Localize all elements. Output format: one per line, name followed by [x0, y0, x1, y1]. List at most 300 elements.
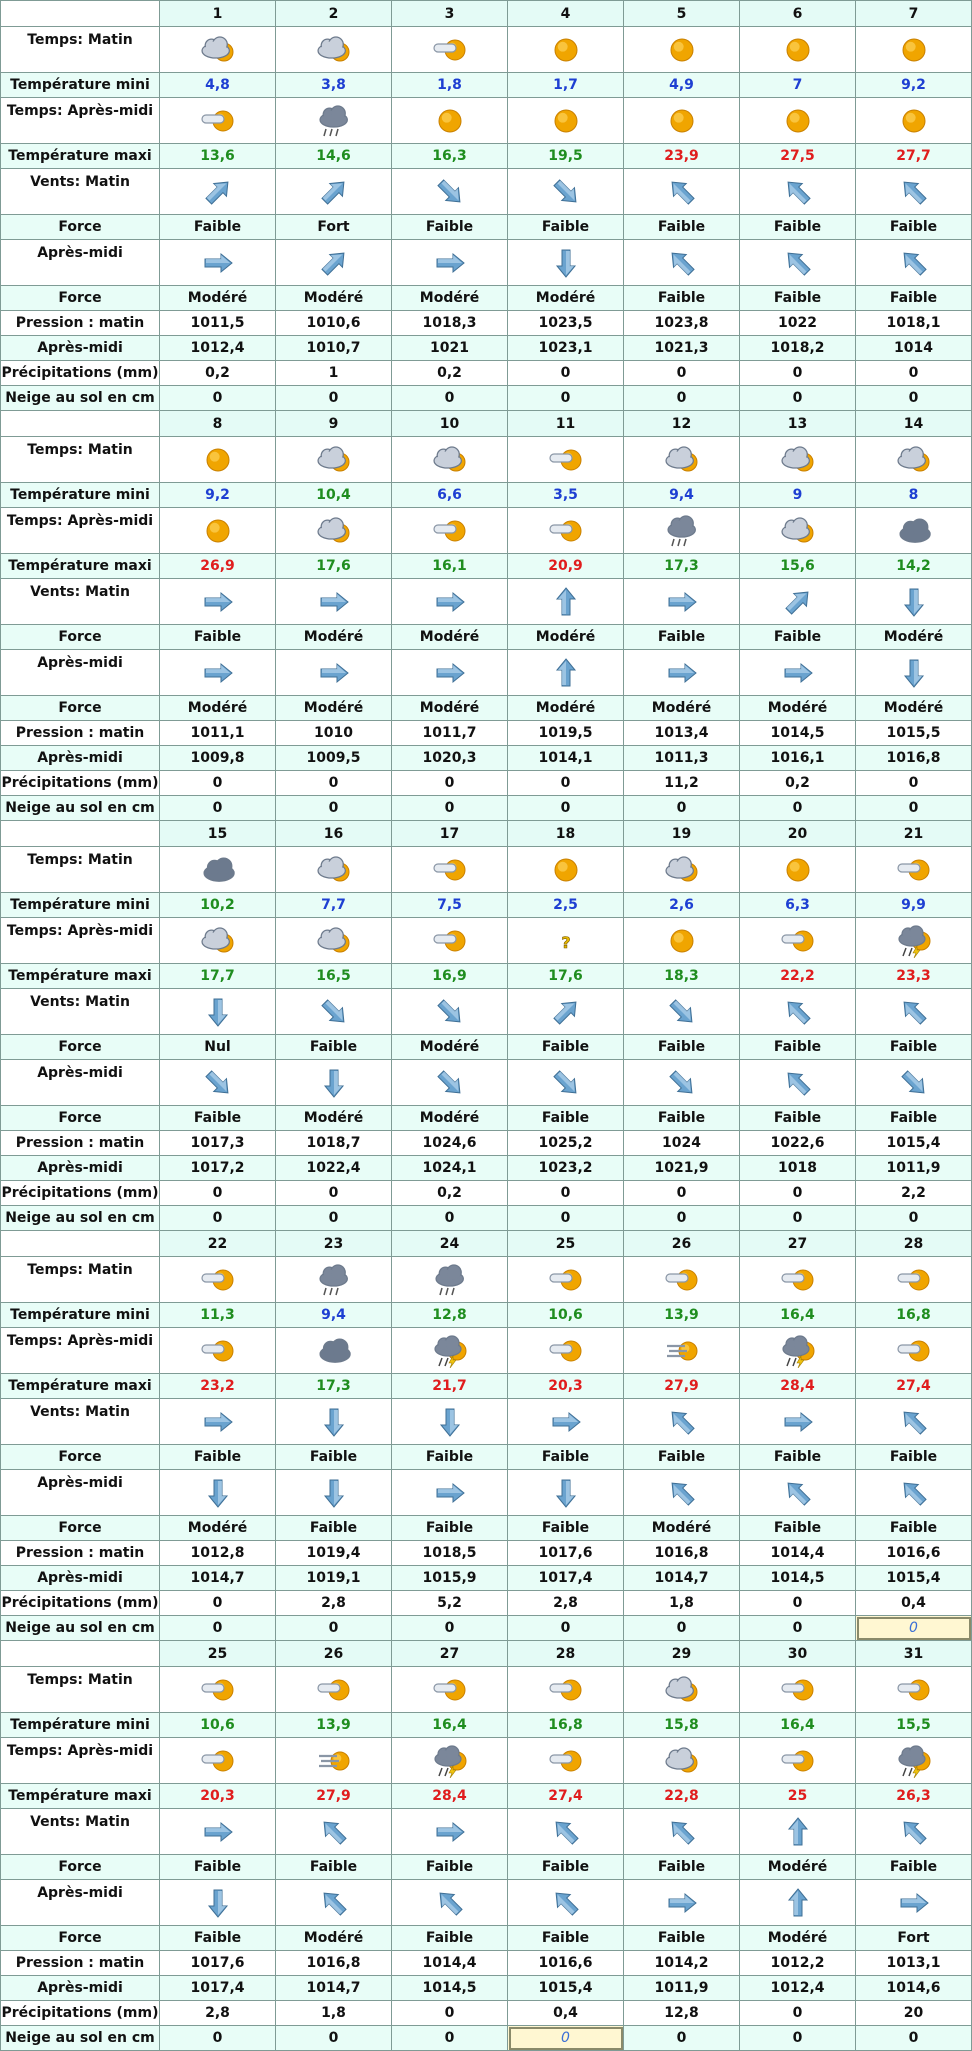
wind-morning-label: Vents: Matin [1, 169, 160, 215]
pressure-value: 1016,8 [856, 746, 972, 771]
pressure-value: 1024,6 [392, 1131, 508, 1156]
pressure-morning-row [1, 721, 972, 746]
weather-cell [624, 508, 740, 554]
weather-cell [508, 918, 624, 964]
temp-max-value: 27,5 [740, 144, 856, 169]
precipitation-row [1, 1181, 972, 1206]
wind-cell [624, 1060, 740, 1106]
wind-arrow-e-icon [201, 1405, 235, 1439]
day-number-label [1, 1, 160, 27]
wind-force-value: Faible [276, 1516, 392, 1541]
pressure-value: 1021 [392, 336, 508, 361]
sun-behind-cloud-icon [431, 924, 469, 958]
day-number: 5 [624, 1, 740, 27]
temp-min-value: 16,8 [508, 1713, 624, 1738]
wind-arrow-ne-icon [549, 995, 583, 1029]
weather-cell [856, 1328, 972, 1374]
weather-cell [624, 1738, 740, 1784]
precipitation-value: 2,2 [856, 1181, 972, 1206]
weather-cell [276, 27, 392, 73]
snow-value: 0 [160, 386, 276, 411]
sky-morning-label: Temps: Matin [1, 1667, 160, 1713]
wind-force-value: Faible [392, 1926, 508, 1951]
sky-afternoon-row [1, 508, 972, 554]
snow-value: 0 [624, 796, 740, 821]
wind-force-value: Faible [160, 1445, 276, 1470]
force-morning-row [1, 625, 972, 650]
temp-min-value: 16,8 [856, 1303, 972, 1328]
fog-sun-icon [663, 1334, 701, 1368]
wind-arrow-nw-icon [549, 1815, 583, 1849]
wind-force-value: Faible [392, 1445, 508, 1470]
temp-max-value: 26,9 [160, 554, 276, 579]
wind-cell [508, 1060, 624, 1106]
precipitation-value: 0 [508, 361, 624, 386]
sun-icon [779, 853, 817, 887]
day-number: 7 [856, 1, 972, 27]
wind-arrow-e-icon [201, 585, 235, 619]
pressure-value: 1014,5 [392, 1976, 508, 2001]
sky-morning-row [1, 847, 972, 893]
wind-cell [276, 579, 392, 625]
storm-sun-icon [431, 1744, 469, 1778]
wind-cell [276, 169, 392, 215]
wind-arrow-s-icon [549, 246, 583, 280]
temp-max-value: 17,7 [160, 964, 276, 989]
cloudy-sun-icon [663, 443, 701, 477]
precipitation-value: 0,4 [856, 1591, 972, 1616]
wind-cell [508, 579, 624, 625]
sun-behind-cloud-icon [199, 1263, 237, 1297]
wind-arrow-se-icon [433, 995, 467, 1029]
day-number-label [1, 1641, 160, 1667]
temp-max-row [1, 964, 972, 989]
day-number: 8 [160, 411, 276, 437]
pressure-value: 1011,9 [856, 1156, 972, 1181]
day-number: 10 [392, 411, 508, 437]
wind-cell [276, 650, 392, 696]
sky-afternoon-label: Temps: Après-midi [1, 1328, 160, 1374]
temp-max-value: 23,3 [856, 964, 972, 989]
wind-force-value: Modéré [740, 1926, 856, 1951]
wind-cell [160, 169, 276, 215]
pressure-value: 1016,8 [276, 1951, 392, 1976]
snow-value: 0 [856, 2026, 972, 2051]
wind-cell [276, 1880, 392, 1926]
pressure-value: 1014,7 [276, 1976, 392, 2001]
pressure-value: 1021,9 [624, 1156, 740, 1181]
day-number: 24 [392, 1231, 508, 1257]
day-number: 12 [624, 411, 740, 437]
pressure-value: 1017,3 [160, 1131, 276, 1156]
precipitation-label: Précipitations (mm) [1, 1181, 160, 1206]
wind-cell [624, 579, 740, 625]
wind-force-value: Faible [856, 1516, 972, 1541]
weather-cell [276, 508, 392, 554]
force-afternoon-label: Force [1, 1106, 160, 1131]
pressure-value: 1009,8 [160, 746, 276, 771]
temp-max-value: 23,9 [624, 144, 740, 169]
temp-max-label: Température maxi [1, 1784, 160, 1809]
wind-cell [856, 1399, 972, 1445]
force-morning-label: Force [1, 1035, 160, 1060]
wind-arrow-e-icon [433, 656, 467, 690]
wind-arrow-se-icon [317, 995, 351, 1029]
wind-morning-label: Vents: Matin [1, 579, 160, 625]
wind-cell [508, 240, 624, 286]
wind-arrow-e-icon [201, 1815, 235, 1849]
wind-cell [160, 989, 276, 1035]
precipitation-value: 11,2 [624, 771, 740, 796]
force-afternoon-label: Force [1, 696, 160, 721]
weather-cell [856, 1738, 972, 1784]
pressure-value: 1012,4 [740, 1976, 856, 2001]
wind-arrow-e-icon [433, 1815, 467, 1849]
wind-cell [624, 1809, 740, 1855]
wind-force-value: Faible [508, 1926, 624, 1951]
precipitation-value: 2,8 [276, 1591, 392, 1616]
precipitation-row [1, 361, 972, 386]
cloudy-sun-icon [315, 924, 353, 958]
pressure-value: 1018 [740, 1156, 856, 1181]
wind-force-value: Modéré [276, 286, 392, 311]
wind-arrow-nw-icon [781, 246, 815, 280]
precipitation-value: 0 [508, 771, 624, 796]
weather-cell [276, 918, 392, 964]
weather-cell [740, 847, 856, 893]
temp-min-value: 10,6 [160, 1713, 276, 1738]
pressure-afternoon-row [1, 1976, 972, 2001]
wind-arrow-e-icon [201, 656, 235, 690]
temp-min-value: 2,5 [508, 893, 624, 918]
temp-max-value: 22,8 [624, 1784, 740, 1809]
snow-value-selected[interactable]: 0 [856, 1616, 972, 1641]
pressure-value: 1018,7 [276, 1131, 392, 1156]
sky-afternoon-label: Temps: Après-midi [1, 508, 160, 554]
wind-cell [392, 650, 508, 696]
weather-cell [740, 508, 856, 554]
storm-sun-icon [431, 1334, 469, 1368]
wind-force-value: Faible [624, 215, 740, 240]
precipitation-label: Précipitations (mm) [1, 771, 160, 796]
wind-arrow-e-icon [781, 656, 815, 690]
wind-cell [160, 1060, 276, 1106]
wind-force-value: Faible [508, 1855, 624, 1880]
sky-afternoon-row [1, 918, 972, 964]
snow-label: Neige au sol en cm [1, 1206, 160, 1231]
sky-afternoon-label: Temps: Après-midi [1, 918, 160, 964]
pressure-value: 1018,3 [392, 311, 508, 336]
force-afternoon-label: Force [1, 1926, 160, 1951]
wind-force-value: Fort [856, 1926, 972, 1951]
wind-cell [740, 1470, 856, 1516]
precipitation-value: 0 [856, 771, 972, 796]
wind-force-value: Modéré [392, 1035, 508, 1060]
wind-cell [624, 989, 740, 1035]
wind-cell [856, 650, 972, 696]
snow-label: Neige au sol en cm [1, 2026, 160, 2051]
sun-icon [895, 104, 933, 138]
cloudy-sun-icon [315, 514, 353, 548]
wind-arrow-ne-icon [317, 175, 351, 209]
sun-behind-cloud-icon [547, 1673, 585, 1707]
wind-force-value: Modéré [392, 286, 508, 311]
wind-arrow-nw-icon [897, 1405, 931, 1439]
sun-behind-cloud-icon [431, 514, 469, 548]
wind-cell [740, 240, 856, 286]
cloudy-sun-icon [663, 1744, 701, 1778]
wind-cell [740, 1880, 856, 1926]
storm-sun-icon [895, 1744, 933, 1778]
temp-min-value: 15,8 [624, 1713, 740, 1738]
wind-cell [160, 1470, 276, 1516]
snow-row [1, 2026, 972, 2051]
sky-afternoon-row [1, 98, 972, 144]
weather-cell [160, 437, 276, 483]
sun-behind-cloud-icon [199, 1744, 237, 1778]
wind-force-value: Faible [276, 1855, 392, 1880]
temp-max-row [1, 554, 972, 579]
wind-arrow-e-icon [433, 585, 467, 619]
precipitation-value: 0,4 [508, 2001, 624, 2026]
wind-force-value: Modéré [276, 1926, 392, 1951]
sun-behind-cloud-icon [547, 1263, 585, 1297]
temp-min-value: 4,9 [624, 73, 740, 98]
weather-cell [508, 1667, 624, 1713]
precipitation-value: 0 [392, 771, 508, 796]
temp-min-value: 9,2 [160, 483, 276, 508]
weather-cell [624, 437, 740, 483]
sky-afternoon-row [1, 1738, 972, 1784]
wind-force-value: Modéré [508, 696, 624, 721]
wind-force-value: Faible [856, 1035, 972, 1060]
precipitation-value: 0,2 [392, 1181, 508, 1206]
wind-cell [276, 1399, 392, 1445]
cloud-icon [895, 514, 933, 548]
wind-arrow-n-icon [549, 585, 583, 619]
wind-cell [392, 1399, 508, 1445]
wind-arrow-nw-icon [665, 1815, 699, 1849]
wind-cell [392, 579, 508, 625]
wind-force-value: Faible [740, 286, 856, 311]
snow-row [1, 796, 972, 821]
snow-value-selected[interactable]: 0 [508, 2026, 624, 2051]
wind-cell [740, 579, 856, 625]
wind-afternoon-label: Après-midi [1, 1470, 160, 1516]
pressure-value: 1013,4 [624, 721, 740, 746]
wind-arrow-se-icon [549, 175, 583, 209]
temp-max-value: 27,4 [508, 1784, 624, 1809]
wind-afternoon-label: Après-midi [1, 650, 160, 696]
pressure-value: 1011,1 [160, 721, 276, 746]
pressure-value: 1024 [624, 1131, 740, 1156]
pressure-morning-label: Pression : matin [1, 1131, 160, 1156]
wind-arrow-ne-icon [781, 585, 815, 619]
cloudy-sun-icon [315, 853, 353, 887]
wind-cell [740, 1399, 856, 1445]
weather-cell [276, 437, 392, 483]
cloudy-sun-icon [779, 443, 817, 477]
wind-cell [276, 989, 392, 1035]
wind-force-value: Faible [160, 1926, 276, 1951]
wind-cell [508, 169, 624, 215]
wind-force-value: Modéré [624, 696, 740, 721]
weather-cell [160, 847, 276, 893]
pressure-afternoon-row [1, 336, 972, 361]
wind-arrow-s-icon [201, 1886, 235, 1920]
wind-arrow-nw-icon [665, 1405, 699, 1439]
wind-cell [624, 1880, 740, 1926]
wind-force-value: Faible [392, 1855, 508, 1880]
wind-arrow-e-icon [317, 656, 351, 690]
cloudy-sun-icon [199, 924, 237, 958]
pressure-morning-row [1, 1541, 972, 1566]
pressure-value: 1015,9 [392, 1566, 508, 1591]
wind-force-value: Faible [624, 1106, 740, 1131]
day-number-row [1, 821, 972, 847]
wind-arrow-se-icon [433, 175, 467, 209]
pressure-value: 1011,9 [624, 1976, 740, 2001]
snow-label: Neige au sol en cm [1, 796, 160, 821]
wind-force-value: Modéré [508, 625, 624, 650]
day-number: 21 [856, 821, 972, 847]
sun-behind-cloud-icon [779, 1263, 817, 1297]
weather-cell [508, 1328, 624, 1374]
snow-label: Neige au sol en cm [1, 386, 160, 411]
wind-arrow-s-icon [549, 1476, 583, 1510]
wind-cell [276, 1809, 392, 1855]
temp-max-value: 16,1 [392, 554, 508, 579]
precipitation-value: 0 [392, 2001, 508, 2026]
temp-max-label: Température maxi [1, 964, 160, 989]
temp-max-value: 20,9 [508, 554, 624, 579]
wind-arrow-nw-icon [781, 175, 815, 209]
pressure-value: 1014,7 [160, 1566, 276, 1591]
pressure-value: 1014,4 [740, 1541, 856, 1566]
wind-morning-row [1, 989, 972, 1035]
wind-cell [276, 240, 392, 286]
precipitation-value: 2,8 [160, 2001, 276, 2026]
snow-value: 0 [276, 796, 392, 821]
weather-cell [276, 98, 392, 144]
pressure-value: 1016,6 [856, 1541, 972, 1566]
temp-min-label: Température mini [1, 73, 160, 98]
wind-cell [624, 240, 740, 286]
wind-arrow-se-icon [897, 1066, 931, 1100]
precipitation-value: 1,8 [624, 1591, 740, 1616]
cloudy-sun-icon [663, 853, 701, 887]
pressure-value: 1015,4 [508, 1976, 624, 2001]
sky-afternoon-label: Temps: Après-midi [1, 98, 160, 144]
pressure-value: 1022 [740, 311, 856, 336]
sky-morning-row [1, 437, 972, 483]
weather-cell [508, 1738, 624, 1784]
wind-cell [160, 579, 276, 625]
rain-cloud-icon [663, 514, 701, 548]
weather-cell [624, 27, 740, 73]
wind-cell [624, 169, 740, 215]
pressure-value: 1015,4 [856, 1131, 972, 1156]
temp-max-value: 25 [740, 1784, 856, 1809]
wind-cell [508, 1470, 624, 1516]
pressure-value: 1011,3 [624, 746, 740, 771]
wind-force-value: Faible [624, 286, 740, 311]
precipitation-label: Précipitations (mm) [1, 361, 160, 386]
pressure-value: 1009,5 [276, 746, 392, 771]
temp-max-value: 28,4 [740, 1374, 856, 1399]
force-morning-row [1, 1035, 972, 1060]
weather-cell [624, 918, 740, 964]
sun-icon [663, 104, 701, 138]
wind-cell [508, 1399, 624, 1445]
wind-force-value: Fort [276, 215, 392, 240]
sun-icon [547, 853, 585, 887]
cloudy-sun-icon [895, 443, 933, 477]
snow-value: 0 [740, 2026, 856, 2051]
day-number: 29 [624, 1641, 740, 1667]
storm-sun-icon [779, 1334, 817, 1368]
weather-cell [160, 98, 276, 144]
wind-afternoon-label: Après-midi [1, 1060, 160, 1106]
sun-behind-cloud-icon [315, 1673, 353, 1707]
pressure-value: 1010 [276, 721, 392, 746]
snow-value: 0 [392, 386, 508, 411]
wind-force-value: Modéré [276, 1106, 392, 1131]
temp-min-row [1, 1303, 972, 1328]
day-number-label [1, 411, 160, 437]
pressure-afternoon-label: Après-midi [1, 1976, 160, 2001]
weather-cell [856, 847, 972, 893]
weather-cell [508, 437, 624, 483]
snow-row [1, 1616, 972, 1641]
pressure-value: 1014 [856, 336, 972, 361]
weather-cell [624, 847, 740, 893]
wind-cell [624, 650, 740, 696]
day-number: 17 [392, 821, 508, 847]
wind-afternoon-label: Après-midi [1, 240, 160, 286]
wind-arrow-nw-icon [665, 1476, 699, 1510]
weather-cell [856, 918, 972, 964]
sun-behind-cloud-icon [547, 443, 585, 477]
precipitation-value: 12,8 [624, 2001, 740, 2026]
weather-cell [740, 1328, 856, 1374]
wind-arrow-nw-icon [897, 1815, 931, 1849]
wind-cell [856, 1470, 972, 1516]
snow-value: 0 [276, 2026, 392, 2051]
weather-cell [392, 27, 508, 73]
wind-arrow-se-icon [201, 1066, 235, 1100]
day-number: 13 [740, 411, 856, 437]
temp-max-value: 17,3 [624, 554, 740, 579]
temp-max-value: 14,2 [856, 554, 972, 579]
temp-max-value: 20,3 [508, 1374, 624, 1399]
wind-morning-row [1, 169, 972, 215]
day-number: 16 [276, 821, 392, 847]
temp-min-value: 7,5 [392, 893, 508, 918]
wind-arrow-e-icon [433, 246, 467, 280]
sky-morning-row [1, 1257, 972, 1303]
pressure-value: 1012,8 [160, 1541, 276, 1566]
wind-force-value: Modéré [740, 1855, 856, 1880]
pressure-value: 1014,2 [624, 1951, 740, 1976]
pressure-value: 1017,6 [508, 1541, 624, 1566]
temp-max-value: 23,2 [160, 1374, 276, 1399]
svg-text:?: ? [560, 932, 571, 952]
day-number: 14 [856, 411, 972, 437]
wind-arrow-nw-icon [781, 1066, 815, 1100]
wind-cell [508, 1809, 624, 1855]
wind-force-value: Faible [160, 1106, 276, 1131]
